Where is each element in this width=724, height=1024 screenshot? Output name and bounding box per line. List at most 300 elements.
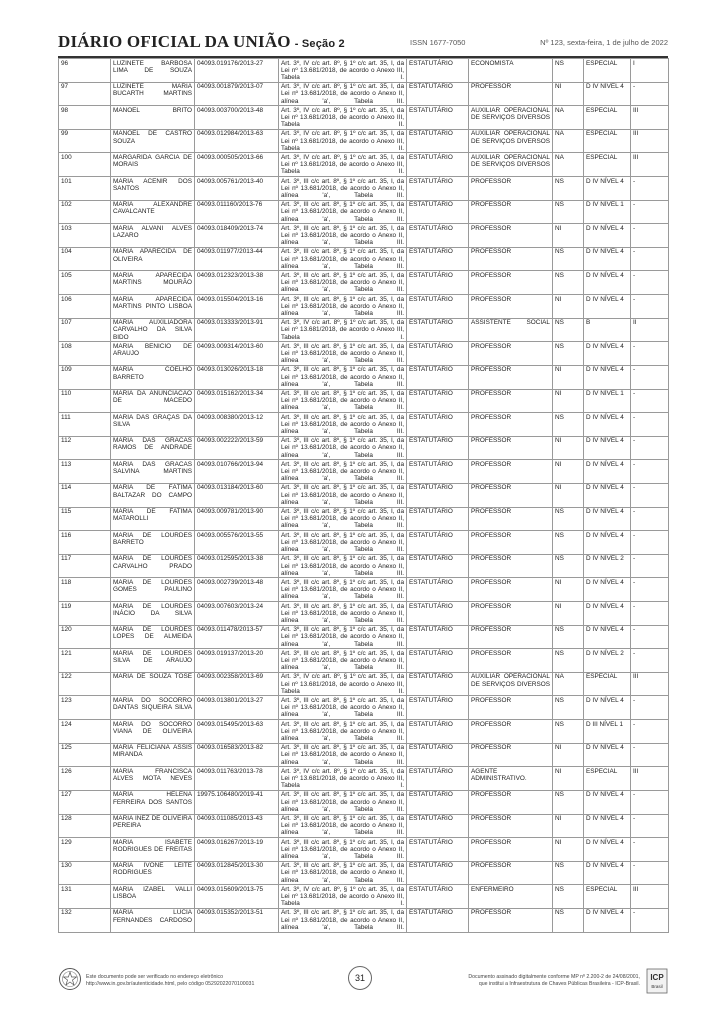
regime-cell: ESTATUTÁRIO	[407, 578, 469, 602]
row-number-cell: 100	[59, 153, 111, 177]
position-cell: AUXILIAR OPERACIONAL DE SERVIÇOS DIVERSOS	[469, 106, 553, 130]
pattern-cell: III	[631, 672, 669, 696]
legal-basis-cell: Art. 3º, III c/c art. 8º, § 1º c/c art. 35, I, da Lei nº 13.681/2018, de acordo o Anexo II, alínea 'a', Tabela III.	[279, 531, 407, 555]
legal-basis-cell: Art. 3º, IV c/c art. 8º, § 1º c/c art. 35, I, da Lei nº 13.681/2018, de acordo o Anexo III, Tabela I.	[279, 59, 407, 83]
position-cell: AUXILIAR OPERACIONAL DE SERVIÇOS DIVERSOS	[469, 129, 553, 153]
class-level-cell: ESPECIAL	[584, 59, 631, 83]
process-number-cell: 04093.011977/2013-44	[195, 247, 279, 271]
table-row	[59, 790, 669, 814]
employee-name-cell: MARIA APARECIDA DE OLIVEIRA	[111, 247, 195, 271]
table-row	[59, 82, 669, 106]
class-level-cell: D IV NÍVEL 1	[584, 200, 631, 224]
pattern-cell: -	[631, 696, 669, 720]
signature-line-2: que institui a Infraestrutura de Chaves Públicas Brasileira - ICP-Brasil.	[478, 980, 640, 987]
education-level-cell: NI	[553, 82, 584, 106]
row-number-cell: 123	[59, 696, 111, 720]
row-number-cell: 124	[59, 720, 111, 744]
row-number-cell: 130	[59, 861, 111, 885]
regime-cell: ESTATUTÁRIO	[407, 59, 469, 83]
row-number-cell: 111	[59, 413, 111, 437]
table-row	[59, 460, 669, 484]
regime-cell: ESTATUTÁRIO	[407, 625, 469, 649]
position-cell: PROFESSOR	[469, 200, 553, 224]
legal-basis-cell: Art. 3º, III c/c art. 8º, § 1º c/c art. 35, I, da Lei nº 13.681/2018, de acordo o Anexo II, alínea 'a', Tabela III.	[279, 200, 407, 224]
position-cell: ECONOMISTA	[469, 59, 553, 83]
position-cell: PROFESSOR	[469, 602, 553, 626]
class-level-cell: D III NÍVEL 1	[584, 720, 631, 744]
class-level-cell: D IV NÍVEL 4	[584, 224, 631, 248]
pattern-cell: III	[631, 106, 669, 130]
process-number-cell: 04093.005761/2013-40	[195, 177, 279, 201]
pattern-cell: -	[631, 578, 669, 602]
page-footer	[58, 964, 668, 1004]
employee-name-cell: MARIA LUCIA FERNANDES CARDOSO	[111, 908, 195, 932]
process-number-cell: 04093.015609/2013-75	[195, 885, 279, 909]
position-cell: PROFESSOR	[469, 389, 553, 413]
pattern-cell: -	[631, 436, 669, 460]
page-header	[58, 30, 668, 52]
employee-name-cell: MARIA APARECIDA MARTINS MOURÃO	[111, 271, 195, 295]
process-number-cell: 04093.009314/2013-60	[195, 342, 279, 366]
position-cell: PROFESSOR	[469, 507, 553, 531]
regime-cell: ESTATUTÁRIO	[407, 507, 469, 531]
regime-cell: ESTATUTÁRIO	[407, 531, 469, 555]
table-row	[59, 696, 669, 720]
position-cell: AUXILIAR OPERACIONAL DE SERVIÇOS DIVERSOS	[469, 153, 553, 177]
process-number-cell: 04093.008380/2013-12	[195, 413, 279, 437]
row-number-cell: 110	[59, 389, 111, 413]
class-level-cell: ESPECIAL	[584, 672, 631, 696]
legal-basis-cell: Art. 3º, III c/c art. 8º, § 1º c/c art. 35, I, da Lei nº 13.681/2018, de acordo o Anexo II, alínea 'a', Tabela III.	[279, 271, 407, 295]
journal-name: DIÁRIO OFICIAL DA UNIÃO	[58, 32, 291, 51]
employee-name-cell: MARIA DE FATIMA MATAROLLI	[111, 507, 195, 531]
position-cell: PROFESSOR	[469, 295, 553, 319]
pattern-cell: -	[631, 82, 669, 106]
employee-name-cell: MARIA ACENIR DOS SANTOS	[111, 177, 195, 201]
class-level-cell: D IV NÍVEL 4	[584, 413, 631, 437]
row-number-cell: 119	[59, 602, 111, 626]
process-number-cell: 04093.015495/2013-63	[195, 720, 279, 744]
process-number-cell: 04093.012845/2013-30	[195, 861, 279, 885]
employee-name-cell: MARIA DE LOURDES CARVALHO PRADO	[111, 554, 195, 578]
svg-text:Brasil: Brasil	[651, 984, 663, 989]
process-number-cell: 04093.012595/2013-38	[195, 554, 279, 578]
process-number-cell: 04093.019176/2013-27	[195, 59, 279, 83]
position-cell: PROFESSOR	[469, 861, 553, 885]
legal-basis-cell: Art. 3º, III c/c art. 8º, § 1º c/c art. 35, I, da Lei nº 13.681/2018, de acordo o Anexo II, alínea 'a', Tabela III.	[279, 365, 407, 389]
pattern-cell: -	[631, 720, 669, 744]
pattern-cell: III	[631, 767, 669, 791]
position-cell: PROFESSOR	[469, 649, 553, 673]
row-number-cell: 97	[59, 82, 111, 106]
regime-cell: ESTATUTÁRIO	[407, 389, 469, 413]
table-row	[59, 861, 669, 885]
row-number-cell: 127	[59, 790, 111, 814]
process-number-cell: 04093.015352/2013-51	[195, 908, 279, 932]
legal-basis-cell: Art. 3º, III c/c art. 8º, § 1º c/c art. 35, I, da Lei nº 13.681/2018, de acordo o Anexo II, alínea 'a', Tabela III.	[279, 602, 407, 626]
row-number-cell: 132	[59, 908, 111, 932]
process-number-cell: 04093.001879/2013-07	[195, 82, 279, 106]
table-row	[59, 743, 669, 767]
row-number-cell: 117	[59, 554, 111, 578]
process-number-cell: 04093.011160/2013-76	[195, 200, 279, 224]
table-row	[59, 908, 669, 932]
position-cell: PROFESSOR	[469, 531, 553, 555]
table-row	[59, 885, 669, 909]
class-level-cell: D IV NÍVEL 4	[584, 342, 631, 366]
employee-name-cell: MARIA DE LOURDES INÁCIO DA SILVA	[111, 602, 195, 626]
table-row	[59, 271, 669, 295]
class-level-cell: D IV NÍVEL 4	[584, 460, 631, 484]
regime-cell: ESTATUTÁRIO	[407, 295, 469, 319]
position-cell: PROFESSOR	[469, 224, 553, 248]
employee-name-cell: LUZINETE BARBOSA LIMA DE SOUZA	[111, 59, 195, 83]
row-number-cell: 129	[59, 838, 111, 862]
pattern-cell: -	[631, 838, 669, 862]
row-number-cell: 96	[59, 59, 111, 83]
table-row	[59, 177, 669, 201]
table-row	[59, 389, 669, 413]
class-level-cell: D IV NÍVEL 4	[584, 578, 631, 602]
regime-cell: ESTATUTÁRIO	[407, 271, 469, 295]
legal-basis-cell: Art. 3º, IV c/c art. 8º, § 1º c/c art. 35, I, da Lei nº 13.681/2018, de acordo o Anexo III, Tabela II.	[279, 153, 407, 177]
regime-cell: ESTATUTÁRIO	[407, 483, 469, 507]
position-cell: PROFESSOR	[469, 82, 553, 106]
position-cell: ASSISTENTE SOCIAL	[469, 318, 553, 342]
journal-title	[58, 32, 345, 52]
table-row	[59, 59, 669, 83]
class-level-cell: ESPECIAL	[584, 885, 631, 909]
class-level-cell: D IV NÍVEL 4	[584, 247, 631, 271]
education-level-cell: NS	[553, 908, 584, 932]
verification-line-1: Este documento pode ser verificado no endereço eletrônico	[86, 974, 223, 980]
position-cell: PROFESSOR	[469, 554, 553, 578]
verification-note	[86, 974, 254, 988]
education-level-cell: NS	[553, 554, 584, 578]
employee-name-cell: MARIA DE LOURDES BARRETO	[111, 531, 195, 555]
row-number-cell: 122	[59, 672, 111, 696]
legal-basis-cell: Art. 3º, IV c/c art. 8º, § 1º c/c art. 35, I, da Lei nº 13.681/2018, de acordo o Anexo III, Tabela II.	[279, 106, 407, 130]
table-row	[59, 342, 669, 366]
legal-basis-cell: Art. 3º, IV c/c art. 8º, § 1º c/c art. 35, I, da Lei nº 13.681/2018, de acordo o Anexo III, Tabela I.	[279, 767, 407, 791]
table-body	[59, 59, 669, 933]
class-level-cell: D IV NÍVEL 4	[584, 696, 631, 720]
employee-name-cell: MARIA BENICIO DE ARAUJO	[111, 342, 195, 366]
retirement-table-wrapper	[58, 58, 668, 933]
employee-name-cell: MARIA IVONE LEITE RODRIGUES	[111, 861, 195, 885]
regime-cell: ESTATUTÁRIO	[407, 790, 469, 814]
position-cell: PROFESSOR	[469, 743, 553, 767]
process-number-cell: 04093.011085/2013-43	[195, 814, 279, 838]
employee-name-cell: MARIA DE LOURDES GOMES PAULINO	[111, 578, 195, 602]
process-number-cell: 04093.007603/2013-24	[195, 602, 279, 626]
pattern-cell: -	[631, 554, 669, 578]
education-level-cell: NI	[553, 389, 584, 413]
legal-basis-cell: Art. 3º, III c/c art. 8º, § 1º c/c art. 35, I, da Lei nº 13.681/2018, de acordo o Anexo II, alínea 'a', Tabela III.	[279, 578, 407, 602]
education-level-cell: NS	[553, 885, 584, 909]
regime-cell: ESTATUTÁRIO	[407, 413, 469, 437]
employee-name-cell: MARIA ALVANI ALVES LAZARO	[111, 224, 195, 248]
process-number-cell: 04093.013026/2013-18	[195, 365, 279, 389]
pattern-cell: -	[631, 531, 669, 555]
position-cell: PROFESSOR	[469, 838, 553, 862]
employee-name-cell: MARIA AUXILIADORA CARVALHO DA SILVA BIDO	[111, 318, 195, 342]
position-cell: PROFESSOR	[469, 814, 553, 838]
regime-cell: ESTATUTÁRIO	[407, 82, 469, 106]
education-level-cell: NS	[553, 342, 584, 366]
regime-cell: ESTATUTÁRIO	[407, 554, 469, 578]
table-row	[59, 295, 669, 319]
row-number-cell: 102	[59, 200, 111, 224]
process-number-cell: 04093.003700/2013-48	[195, 106, 279, 130]
position-cell: ENFERMEIRO	[469, 885, 553, 909]
edition-date: Nº 123, sexta-feira, 1 de julho de 2022	[540, 38, 668, 47]
regime-cell: ESTATUTÁRIO	[407, 672, 469, 696]
regime-cell: ESTATUTÁRIO	[407, 861, 469, 885]
class-level-cell: D IV NÍVEL 4	[584, 861, 631, 885]
regime-cell: ESTATUTÁRIO	[407, 247, 469, 271]
regime-cell: ESTATUTÁRIO	[407, 342, 469, 366]
row-number-cell: 108	[59, 342, 111, 366]
pattern-cell: -	[631, 247, 669, 271]
coat-of-arms-icon	[58, 967, 82, 991]
regime-cell: ESTATUTÁRIO	[407, 743, 469, 767]
pattern-cell: -	[631, 460, 669, 484]
process-number-cell: 04093.013801/2013-27	[195, 696, 279, 720]
employee-name-cell: MANOEL BRITO	[111, 106, 195, 130]
process-number-cell: 04093.012323/2013-38	[195, 271, 279, 295]
legal-basis-cell: Art. 3º, III c/c art. 8º, § 1º c/c art. 35, I, da Lei nº 13.681/2018, de acordo o Anexo II, alínea 'a', Tabela III.	[279, 436, 407, 460]
regime-cell: ESTATUTÁRIO	[407, 767, 469, 791]
signature-note	[468, 974, 640, 988]
education-level-cell: NI	[553, 743, 584, 767]
table-row	[59, 224, 669, 248]
legal-basis-cell: Art. 3º, III c/c art. 8º, § 1º c/c art. 35, I, da Lei nº 13.681/2018, de acordo o Anexo II, alínea 'a', Tabela III.	[279, 413, 407, 437]
class-level-cell: D IV NÍVEL 4	[584, 602, 631, 626]
legal-basis-cell: Art. 3º, III c/c art. 8º, § 1º c/c art. 35, I, da Lei nº 13.681/2018, de acordo o Anexo II, alínea 'a', Tabela III.	[279, 554, 407, 578]
position-cell: PROFESSOR	[469, 271, 553, 295]
employee-name-cell: MARIA IZABEL VALLI LISBOA	[111, 885, 195, 909]
regime-cell: ESTATUTÁRIO	[407, 908, 469, 932]
process-number-cell: 04093.002358/2013-69	[195, 672, 279, 696]
signature-line-1: Documento assinado digitalmente conforme MP nº 2.200-2 de 24/08/2001,	[468, 974, 640, 980]
process-number-cell: 04093.019137/2013-20	[195, 649, 279, 673]
employee-name-cell: MARIA DE SOUZA TOSE	[111, 672, 195, 696]
pattern-cell: -	[631, 200, 669, 224]
position-cell: PROFESSOR	[469, 908, 553, 932]
regime-cell: ESTATUTÁRIO	[407, 129, 469, 153]
class-level-cell: D IV NÍVEL 4	[584, 838, 631, 862]
pattern-cell: -	[631, 413, 669, 437]
position-cell: PROFESSOR	[469, 460, 553, 484]
pattern-cell: I	[631, 59, 669, 83]
education-level-cell: NS	[553, 507, 584, 531]
regime-cell: ESTATUTÁRIO	[407, 602, 469, 626]
row-number-cell: 115	[59, 507, 111, 531]
class-level-cell: D IV NÍVEL 1	[584, 389, 631, 413]
table-row	[59, 531, 669, 555]
row-number-cell: 109	[59, 365, 111, 389]
table-row	[59, 413, 669, 437]
education-level-cell: NI	[553, 436, 584, 460]
pattern-cell: -	[631, 224, 669, 248]
education-level-cell: NS	[553, 59, 584, 83]
section-label: - Seção 2	[294, 38, 345, 50]
class-level-cell: D IV NÍVEL 4	[584, 743, 631, 767]
class-level-cell: D IV NÍVEL 4	[584, 436, 631, 460]
position-cell: PROFESSOR	[469, 625, 553, 649]
employee-name-cell: MARIA DE LOURDES LOPES DE ALMEIDA	[111, 625, 195, 649]
pattern-cell: III	[631, 153, 669, 177]
employee-name-cell: MARIA DE LOURDES SILVA DE ARAUJO	[111, 649, 195, 673]
education-level-cell: NI	[553, 602, 584, 626]
education-level-cell: NA	[553, 153, 584, 177]
table-row	[59, 767, 669, 791]
regime-cell: ESTATUTÁRIO	[407, 224, 469, 248]
education-level-cell: NS	[553, 696, 584, 720]
table-row	[59, 318, 669, 342]
education-level-cell: NS	[553, 413, 584, 437]
class-level-cell: D IV NÍVEL 4	[584, 814, 631, 838]
process-number-cell: 04093.013184/2013-60	[195, 483, 279, 507]
pattern-cell: -	[631, 602, 669, 626]
class-level-cell: ESPECIAL	[584, 106, 631, 130]
table-row	[59, 106, 669, 130]
employee-name-cell: MARIA COELHO BARRETO	[111, 365, 195, 389]
pattern-cell: -	[631, 625, 669, 649]
legal-basis-cell: Art. 3º, IV c/c art. 8º, § 1º c/c art. 35, I, da Lei nº 13.681/2018, de acordo o Anexo III, Tabela I.	[279, 318, 407, 342]
employee-name-cell: MARIA DE FÁTIMA BALTAZAR DO CAMPO	[111, 483, 195, 507]
process-number-cell: 04093.018409/2013-74	[195, 224, 279, 248]
education-level-cell: NS	[553, 531, 584, 555]
icp-brasil-logo-icon	[646, 968, 668, 994]
employee-name-cell: MARIA DAS GRACAS RAMOS DE ANDRADE	[111, 436, 195, 460]
verification-line-2: http://www.in.gov.br/autenticidade.html, pelo código 05292022070100031	[86, 980, 255, 987]
education-level-cell: NS	[553, 625, 584, 649]
row-number-cell: 120	[59, 625, 111, 649]
legal-basis-cell: Art. 3º, III c/c art. 8º, § 1º c/c art. 35, I, da Lei nº 13.681/2018, de acordo o Anexo II, alínea 'a', Tabela III.	[279, 743, 407, 767]
education-level-cell: NS	[553, 861, 584, 885]
position-cell: PROFESSOR	[469, 578, 553, 602]
row-number-cell: 114	[59, 483, 111, 507]
pattern-cell: -	[631, 295, 669, 319]
process-number-cell: 04093.005576/2013-55	[195, 531, 279, 555]
legal-basis-cell: Art. 3º, III c/c art. 8º, § 1º c/c art. 35, I, da Lei nº 13.681/2018, de acordo o Anexo II, alínea 'a', Tabela III.	[279, 295, 407, 319]
legal-basis-cell: Art. 3º, III c/c art. 8º, § 1º c/c art. 35, I, da Lei nº 13.681/2018, de acordo o Anexo II, alínea 'a', Tabela III.	[279, 790, 407, 814]
row-number-cell: 107	[59, 318, 111, 342]
row-number-cell: 121	[59, 649, 111, 673]
pattern-cell: -	[631, 483, 669, 507]
class-level-cell: D IV NÍVEL 4	[584, 507, 631, 531]
row-number-cell: 103	[59, 224, 111, 248]
table-row	[59, 483, 669, 507]
class-level-cell: D IV NÍVEL 4	[584, 271, 631, 295]
row-number-cell: 125	[59, 743, 111, 767]
pattern-cell: -	[631, 649, 669, 673]
issn-number: ISSN 1677-7050	[410, 38, 466, 47]
row-number-cell: 118	[59, 578, 111, 602]
process-number-cell: 04093.013333/2013-91	[195, 318, 279, 342]
legal-basis-cell: Art. 3º, III c/c art. 8º, § 1º c/c art. 35, I, da Lei nº 13.681/2018, de acordo o Anexo II, alínea 'a', Tabela III.	[279, 177, 407, 201]
row-number-cell: 113	[59, 460, 111, 484]
row-number-cell: 128	[59, 814, 111, 838]
regime-cell: ESTATUTÁRIO	[407, 177, 469, 201]
position-cell: PROFESSOR	[469, 790, 553, 814]
regime-cell: ESTATUTÁRIO	[407, 696, 469, 720]
education-level-cell: NS	[553, 200, 584, 224]
legal-basis-cell: Art. 3º, III c/c art. 8º, § 1º c/c art. 35, I, da Lei nº 13.681/2018, de acordo o Anexo II, alínea 'a', Tabela III.	[279, 649, 407, 673]
education-level-cell: NS	[553, 271, 584, 295]
education-level-cell: NS	[553, 790, 584, 814]
legal-basis-cell: Art. 3º, IV c/c art. 8º, § 1º c/c art. 35, I, da Lei nº 13.681/2018, de acordo o Anexo III, Tabela I.	[279, 885, 407, 909]
pattern-cell: -	[631, 507, 669, 531]
row-number-cell: 101	[59, 177, 111, 201]
process-number-cell: 04093.000505/2013-66	[195, 153, 279, 177]
employee-name-cell: MARIA DA ANUNCIACAO DE MACEDO	[111, 389, 195, 413]
education-level-cell: NS	[553, 720, 584, 744]
employee-name-cell: MARIA ALEXANDRE CAVALCANTE	[111, 200, 195, 224]
table-row	[59, 436, 669, 460]
education-level-cell: NI	[553, 365, 584, 389]
process-number-cell: 19975.106480/2019-41	[195, 790, 279, 814]
class-level-cell: D IV NÍVEL 2	[584, 649, 631, 673]
pattern-cell: III	[631, 129, 669, 153]
position-cell: PROFESSOR	[469, 365, 553, 389]
legal-basis-cell: Art. 3º, III c/c art. 8º, § 1º c/c art. 35, I, da Lei nº 13.681/2018, de acordo o Anexo II, alínea 'a', Tabela III.	[279, 389, 407, 413]
position-cell: PROFESSOR	[469, 177, 553, 201]
pattern-cell: -	[631, 908, 669, 932]
table-row	[59, 129, 669, 153]
row-number-cell: 99	[59, 129, 111, 153]
employee-name-cell: MARIA HELENA FERREIRA DOS SANTOS	[111, 790, 195, 814]
regime-cell: ESTATUTÁRIO	[407, 814, 469, 838]
employee-name-cell: MARIA ISABETE RODRIGUES DE FREITAS	[111, 838, 195, 862]
education-level-cell: NS	[553, 177, 584, 201]
table-row	[59, 672, 669, 696]
pattern-cell: -	[631, 271, 669, 295]
row-number-cell: 126	[59, 767, 111, 791]
pattern-cell: -	[631, 177, 669, 201]
regime-cell: ESTATUTÁRIO	[407, 200, 469, 224]
position-cell: PROFESSOR	[469, 413, 553, 437]
education-level-cell: NI	[553, 814, 584, 838]
education-level-cell: NI	[553, 460, 584, 484]
table-row	[59, 365, 669, 389]
process-number-cell: 04093.015162/2013-34	[195, 389, 279, 413]
legal-basis-cell: Art. 3º, III c/c art. 8º, § 1º c/c art. 35, I, da Lei nº 13.681/2018, de acordo o Anexo II, alínea 'a', Tabela III.	[279, 507, 407, 531]
regime-cell: ESTATUTÁRIO	[407, 649, 469, 673]
legal-basis-cell: Art. 3º, III c/c art. 8º, § 1º c/c art. 35, I, da Lei nº 13.681/2018, de acordo o Anexo II, alínea 'a', Tabela III.	[279, 460, 407, 484]
employee-name-cell: MARIA FRANCISCA ALVES MOTA NEVES	[111, 767, 195, 791]
class-level-cell: D IV NÍVEL 2	[584, 554, 631, 578]
process-number-cell: 04093.002222/2013-59	[195, 436, 279, 460]
position-cell: PROFESSOR	[469, 342, 553, 366]
pattern-cell: II	[631, 318, 669, 342]
class-level-cell: ESPECIAL	[584, 129, 631, 153]
table-row	[59, 247, 669, 271]
retirement-table	[58, 58, 669, 933]
employee-name-cell: MARIA DAS GRAÇAS DA SILVA	[111, 413, 195, 437]
class-level-cell: D IV NÍVEL 4	[584, 625, 631, 649]
regime-cell: ESTATUTÁRIO	[407, 106, 469, 130]
regime-cell: ESTATUTÁRIO	[407, 720, 469, 744]
employee-name-cell: MARGARIDA GARCIA DE MORAIS	[111, 153, 195, 177]
regime-cell: ESTATUTÁRIO	[407, 365, 469, 389]
row-number-cell: 105	[59, 271, 111, 295]
row-number-cell: 116	[59, 531, 111, 555]
legal-basis-cell: Art. 3º, III c/c art. 8º, § 1º c/c art. 35, I, da Lei nº 13.681/2018, de acordo o Anexo II, alínea 'a', Tabela III.	[279, 483, 407, 507]
employee-name-cell: MARIA INEZ DE OLIVEIRA PEREIRA	[111, 814, 195, 838]
